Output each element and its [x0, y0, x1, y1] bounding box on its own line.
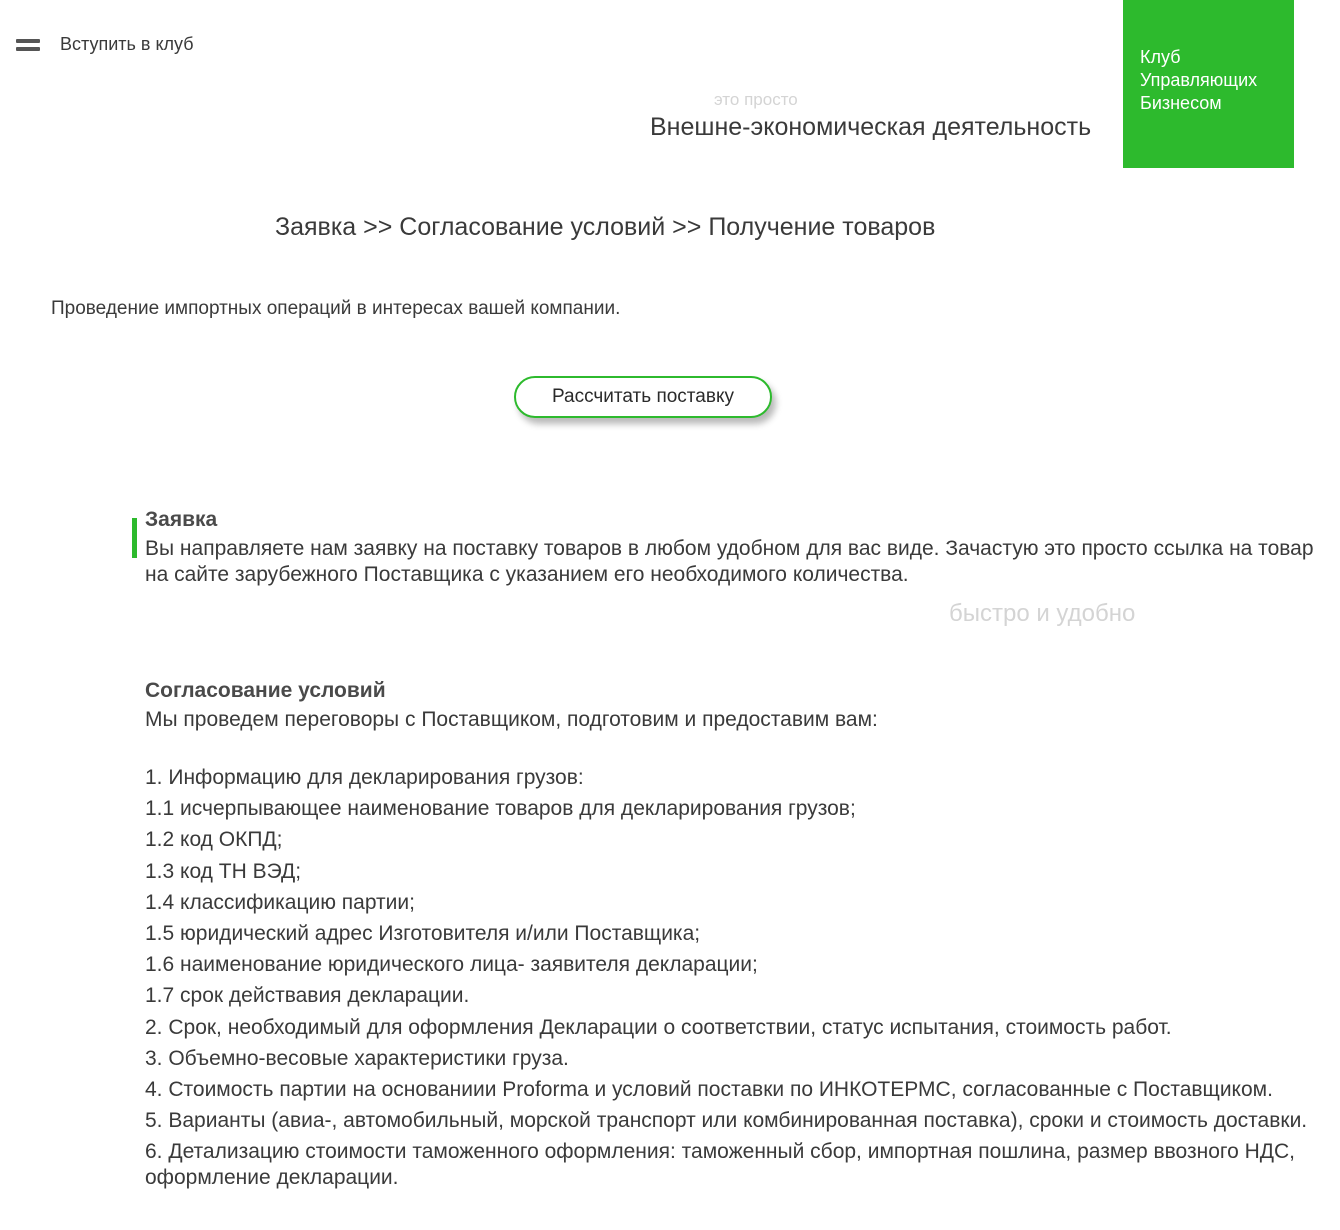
- list-item: 2. Срок, необходимый для оформления Декларации о соответствии, статус испытания, стоимость работ.: [145, 1015, 1172, 1039]
- list-item: 1.7 срок действавия декларации.: [145, 984, 470, 1008]
- list-item: 1.1 исчерпывающее наименование товаров для декларирования грузов;: [145, 797, 856, 821]
- logo-line-2: Управляющих: [1140, 70, 1258, 90]
- request-text: Вы направляете нам заявку на поставку товаров в любом удобном для вас виде. Зачастую это просто ссылка на товар на сайте зарубежного Поставщика с указанием его необходимого количества.: [145, 537, 1314, 586]
- tagline: это просто: [714, 90, 798, 109]
- calculate-delivery-button[interactable]: Рассчитать поставку: [514, 376, 772, 418]
- join-club-label[interactable]: Вступить в клуб: [60, 34, 194, 54]
- intro-text: Проведение импортных операций в интересах вашей компании.: [51, 298, 621, 319]
- terms-list: [145, 765, 1325, 1191]
- request-section: [145, 507, 1325, 588]
- list-item: 1. Информацию для декларирования грузов:: [145, 766, 584, 789]
- join-club-menu[interactable]: [16, 34, 194, 55]
- club-logo[interactable]: [1123, 0, 1294, 168]
- hamburger-icon[interactable]: [16, 39, 40, 51]
- list-item: 1.3 код ТН ВЭД;: [145, 859, 302, 883]
- fast-tagline: быстро и удобно: [949, 600, 1136, 627]
- page-title: Внешне-экономическая деятельность: [650, 113, 1092, 141]
- terms-text: Мы проведем переговоры с Поставщиком, подготовим и предоставим вам:: [145, 708, 878, 731]
- list-item: 6. Детализацию стоимости таможенного оформления: таможенный сбор, импортная пошлина, размер ввозного НДС, оформление декларации.: [145, 1140, 1295, 1190]
- list-item: 4. Стоимость партии на основаниии Proforma и условий поставки по ИНКОТЕРМС, согласованные с Поставщиком.: [145, 1077, 1273, 1101]
- process-steps: Заявка >> Согласование условий >> Получение товаров: [275, 213, 936, 241]
- terms-title: Согласование условий: [145, 679, 386, 702]
- list-item: 1.6 наименование юридического лица- заявителя декларации;: [145, 953, 758, 977]
- accent-bar: [132, 518, 137, 558]
- list-item: 1.2 код ОКПД;: [145, 828, 283, 852]
- logo-line-1: Клуб: [1140, 47, 1181, 67]
- list-item: 1.4 классификацию партии;: [145, 890, 415, 914]
- list-item: 1.5 юридический адрес Изготовителя и/или Поставщика;: [145, 921, 701, 945]
- terms-section: [145, 678, 1325, 1196]
- list-item: 5. Варианты (авиа-, автомобильный, морской транспорт или комбинированная поставка), сроки и стоимость доставки.: [145, 1109, 1308, 1133]
- request-title: Заявка: [145, 508, 218, 531]
- list-item: 3. Объемно-весовые характеристики груза.: [145, 1046, 569, 1070]
- logo-line-3: Бизнесом: [1140, 93, 1222, 113]
